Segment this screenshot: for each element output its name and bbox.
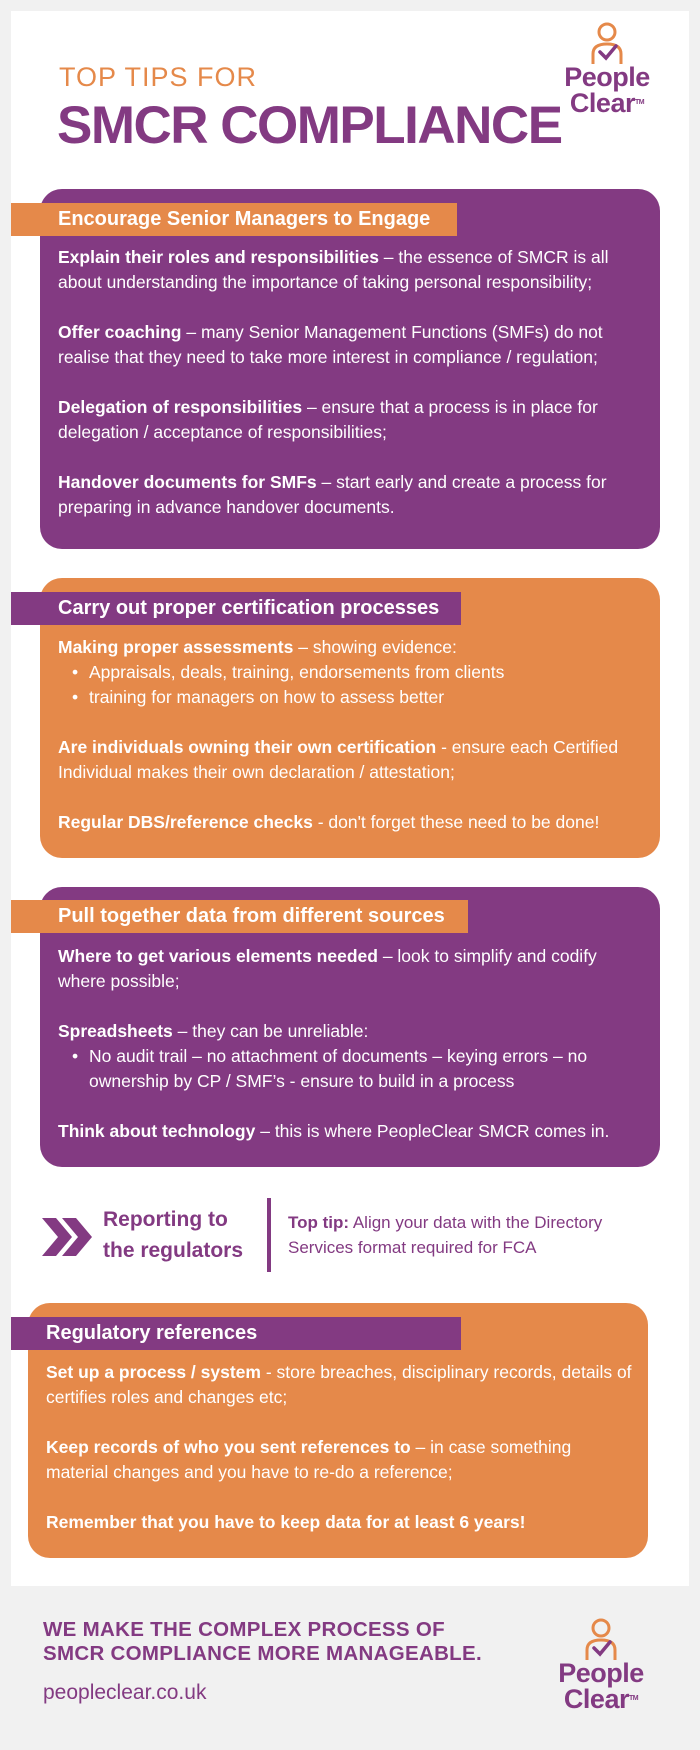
bullet-item: • Appraisals, deals, training, endorsements from clients: [68, 660, 642, 685]
list-item: Set up a process / system - store breaches, disciplinary records, details of certifies roles and changes etc;: [46, 1362, 632, 1407]
list-item: Keep records of who you sent references to – in case something material changes and you have to re-do a reference;: [46, 1437, 572, 1482]
section-tab-regulatory-references: Regulatory references: [11, 1317, 461, 1350]
bullet-item: • No audit trail – no attachment of documents – keying errors – no ownership by CP / SMF’s - ensure to build in a process: [68, 1044, 642, 1094]
website-link[interactable]: peopleclear.co.uk: [43, 1681, 207, 1704]
top-tip: Top tip: Align your data with the Directory Services format required for FCA: [288, 1213, 603, 1257]
list-item: Handover documents for SMFs – start early and create a process for preparing in advance handover documents.: [58, 472, 607, 517]
list-item: Making proper assessments – showing evidence: • Appraisals, deals, training, endorsements from clients • training for managers on how to assess better: [58, 635, 642, 710]
certification-body: [58, 635, 642, 835]
peopleclear-logo: People ClearTM: [557, 22, 657, 122]
double-chevron-icon: [42, 1218, 94, 1256]
section-tab-certification: Carry out proper certification processes: [11, 592, 461, 625]
list-item: Where to get various elements needed – look to simplify and codify where possible;: [58, 946, 597, 991]
bullet-item: • training for managers on how to assess better: [68, 685, 642, 710]
list-item: Remember that you have to keep data for at least 6 years!: [46, 1512, 526, 1532]
list-item: Offer coaching – many Senior Management Functions (SMFs) do not realise that they need to take more interest in compliance / regulation;: [58, 322, 603, 367]
reporting-title: Reporting to the regulators: [103, 1208, 244, 1262]
footer-claim: WE MAKE THE COMPLEX PROCESS OF SMCR COMPLIANCE MORE MANAGEABLE.: [43, 1618, 482, 1665]
engage-body: [58, 245, 642, 520]
divider: [267, 1198, 271, 1272]
list-item: Explain their roles and responsibilities – the essence of SMCR is all about understanding the importance of taking personal responsibility;: [58, 247, 609, 292]
page-title: SMCR COMPLIANCE: [57, 96, 562, 155]
header-kicker: TOP TIPS FOR: [59, 62, 258, 92]
person-check-icon: [583, 1618, 619, 1662]
regulatory-references-body: [46, 1360, 636, 1535]
list-item: Think about technology – this is where PeopleClear SMCR comes in.: [58, 1121, 610, 1141]
peopleclear-logo-footer: People ClearTM: [551, 1618, 651, 1718]
list-item: Regular DBS/reference checks - don't forget these need to be done!: [58, 812, 600, 832]
data-sources-body: [58, 944, 642, 1144]
section-tab-engage: Encourage Senior Managers to Engage: [11, 203, 457, 236]
list-item: Are individuals owning their own certification - ensure each Certified Individual makes their own declaration / attestation;: [58, 737, 619, 782]
person-check-icon: [589, 22, 625, 66]
section-tab-data-sources: Pull together data from different sources: [11, 900, 468, 933]
list-item: Spreadsheets – they can be unreliable: • No audit trail – no attachment of documents – keying errors – no ownership by CP / SMF’s - ensure to build in a process: [58, 1019, 642, 1094]
list-item: Delegation of responsibilities – ensure that a process is in place for delegation / acceptance of responsibilities;: [58, 397, 598, 442]
